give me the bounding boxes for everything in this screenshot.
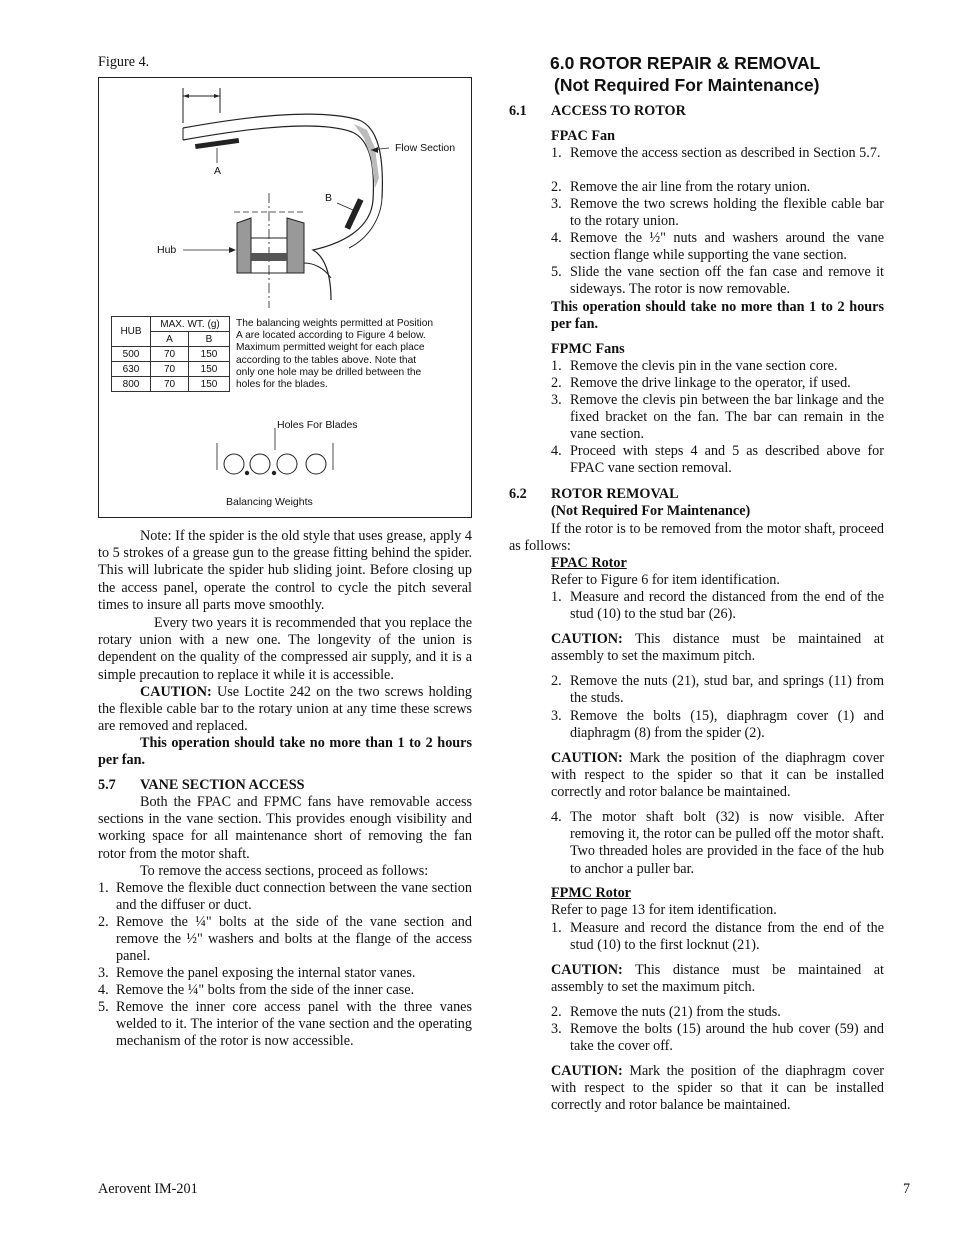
- figure-caption: Figure 4.: [98, 54, 150, 70]
- position-b-label: B: [325, 192, 333, 204]
- balancing-note: [236, 318, 462, 391]
- table-header-b: B: [189, 332, 230, 347]
- list-item-text: Remove the panel exposing the internal stator vanes.: [116, 965, 416, 981]
- max-weight-table: [111, 316, 230, 392]
- list-item-text: Remove the ¼" bolts from the side of the inner case.: [116, 982, 415, 998]
- table-row: [112, 362, 230, 377]
- note-line: holes for the blades.: [236, 379, 328, 391]
- caution-text: Mark the position of the diaphragm cover with respect to the spider so that it can be installed correctly and rotor balance be maintained.: [551, 1063, 884, 1114]
- list-item: 5. Remove the inner core access panel with the three vanes welded to it. The interior of the vane section and the operating mechanism of the rotor is now accessible.: [98, 999, 472, 1050]
- section-6-2-number: 6.2: [509, 486, 527, 502]
- list-item-text: Remove the access section as described in Section 5.7.: [570, 145, 881, 161]
- list-item: 2. Remove the air line from the rotary union.: [551, 179, 811, 195]
- section-6-2-intro: If the rotor is to be removed from the motor shaft, proceed as follows:: [509, 521, 884, 555]
- table-cell: 70: [151, 362, 189, 377]
- position-a-label: A: [214, 165, 222, 177]
- list-item-text: Remove the inner core access panel with the three vanes welded to it. The interior of the vane section and the operating mechanism of the rotor is now accessible.: [116, 999, 472, 1050]
- table-cell: 150: [189, 377, 230, 392]
- flow-section-label: Flow Section: [395, 142, 456, 154]
- list-item: 1. Remove the clevis pin in the vane section core.: [551, 358, 838, 374]
- list-item-text: Slide the vane section off the fan case and remove it sideways. The rotor is now removable.: [570, 264, 884, 298]
- table-cell: 70: [151, 377, 189, 392]
- list-item: 4. Remove the ¼" bolts from the side of the inner case.: [98, 982, 415, 998]
- table-cell: 150: [189, 362, 230, 377]
- list-item: 2. Remove the ¼" bolts at the side of the vane section and remove the ½" washers and bolts at the flange of the access panel.: [98, 914, 472, 965]
- page-number: 7: [903, 1181, 911, 1197]
- section-6-2-title: ROTOR REMOVAL: [551, 486, 679, 502]
- list-item: 2. Remove the nuts (21) from the studs.: [551, 1004, 781, 1020]
- table-header-max-wt: MAX. WT. (g): [151, 317, 230, 332]
- list-item-text: Remove the ½" nuts and washers around the vane section flange while supporting the vane section.: [570, 230, 884, 264]
- list-item-text: Proceed with steps 4 and 5 as described above for FPAC vane section removal.: [570, 443, 884, 477]
- table-row: [112, 347, 230, 362]
- table-header-a: A: [151, 332, 189, 347]
- caution-label: CAUTION:: [551, 962, 623, 978]
- list-item-text: Remove the two screws holding the flexible cable bar to the rotary union.: [570, 196, 884, 230]
- fpac-rotor-ref: Refer to Figure 6 for item identification.: [551, 572, 780, 588]
- list-item: 3. Remove the clevis pin between the bar linkage and the fixed bracket on the fan. The bar can remain in the vane section.: [551, 392, 884, 443]
- caution-pitch-1: [551, 631, 884, 665]
- holes-for-blades-label: Holes For Blades: [277, 419, 358, 431]
- caution-text: This distance must be maintained at assembly to set the maximum pitch.: [551, 962, 884, 996]
- section-6-1-number: 6.1: [509, 103, 527, 119]
- union-paragraph: Every two years it is recommended that you replace the rotary union with a new one. The longevity of the union is dependent on the quality of the compressed air supply, and it is a simple precaution to replace it while it is accessible.: [98, 615, 472, 683]
- list-item-text: Remove the nuts (21) from the studs.: [570, 1004, 781, 1020]
- fpac-rotor-heading: FPAC Rotor: [551, 555, 627, 571]
- table-cell: 630: [112, 362, 151, 377]
- caution-label: CAUTION:: [551, 1063, 623, 1079]
- section-5-7-title: VANE SECTION ACCESS: [140, 777, 305, 793]
- section-5-7-intro: Both the FPAC and FPMC fans have removable access sections in the vane section. This provides enough visibility and working space for all maintenance short of removing the fan rotor from the motor shaft.: [98, 794, 472, 862]
- section-6-title: 6.0 ROTOR REPAIR & REMOVAL: [550, 53, 821, 73]
- note-line: Maximum permitted weight for each place: [236, 342, 425, 354]
- list-item: 4. The motor shaft bolt (32) is now visible. After removing it, the rotor can be pulled off the motor shaft. Two threaded holes are provided in the face of the hub to anchor a puller bar.: [551, 809, 884, 877]
- list-item: 4. Proceed with steps 4 and 5 as described above for FPAC vane section removal.: [551, 443, 884, 477]
- list-item-text: Remove the flexible duct connection between the vane section and the diffuser or duct.: [116, 880, 472, 914]
- caution-text: This distance must be maintained at assembly to set the maximum pitch.: [551, 631, 884, 665]
- caution-label: CAUTION:: [140, 684, 212, 700]
- caution-label: CAUTION:: [551, 750, 623, 766]
- caution-label: CAUTION:: [551, 631, 623, 647]
- table-row: [112, 377, 230, 392]
- section-5-7-number: 5.7: [98, 777, 116, 793]
- fpac-fan-steps: [551, 145, 884, 298]
- list-item: 2. Remove the nuts (21), stud bar, and springs (11) from the studs.: [551, 673, 884, 707]
- caution-pitch-2: [551, 962, 884, 996]
- vane-access-steps: [98, 880, 472, 1051]
- fpmc-rotor-ref: Refer to page 13 for item identification.: [551, 902, 777, 918]
- list-item-text: Remove the drive linkage to the operator, if used.: [570, 375, 851, 391]
- list-item: 1. Measure and record the distanced from the end of the stud (10) to the stud bar (26).: [551, 589, 884, 623]
- table-header-hub: HUB: [112, 317, 151, 347]
- table-cell: 500: [112, 347, 151, 362]
- list-item-text: Remove the clevis pin between the bar linkage and the fixed bracket on the fan. The bar can remain in the vane section.: [570, 392, 884, 443]
- list-item: 1. Remove the flexible duct connection between the vane section and the diffuser or duct.: [98, 880, 472, 914]
- fpac-fan-heading: FPAC Fan: [551, 128, 615, 144]
- caution-text: Use Loctite 242 on the two screws holding the flexible cable bar to the rotary union at any time these screws are removed and replaced.: [98, 684, 472, 735]
- note-paragraph: Note: If the spider is the old style that uses grease, apply 4 to 5 strokes of a grease gun to the grease fitting behind the spider. This will lubricate the spider hub sliding joint. Before closing up the access panel, operate the control to cycle the pitch several times to insure all parts move smoothly.: [98, 528, 472, 613]
- fpmc-rotor-steps-2: [551, 1004, 884, 1055]
- note-line: A are located according to Figure 4 below.: [236, 330, 426, 342]
- table-cell: 800: [112, 377, 151, 392]
- fpmc-fans-heading: FPMC Fans: [551, 341, 625, 357]
- list-item: 4. Remove the ½" nuts and washers around the vane section flange while supporting the vane section.: [551, 230, 884, 264]
- note-line: The balancing weights permitted at Position: [236, 318, 434, 329]
- caution-mark-1: [551, 750, 884, 802]
- list-item-text: Remove the nuts (21), stud bar, and springs (11) from the studs.: [570, 673, 884, 707]
- list-item: 2. Remove the drive linkage to the operator, if used.: [551, 375, 851, 391]
- list-item: 3. Remove the panel exposing the internal stator vanes.: [98, 965, 416, 981]
- list-item-text: The motor shaft bolt (32) is now visible. After removing it, the rotor can be pulled off the motor shaft. Two threaded holes are provided in the face of the hub to anchor a puller bar.: [570, 809, 884, 877]
- list-item: 5. Slide the vane section off the fan case and remove it sideways. The rotor is now removable.: [551, 264, 884, 298]
- list-item-text: Remove the bolts (15) around the hub cover (59) and take the cover off.: [570, 1021, 884, 1055]
- time-note: This operation should take no more than 1 to 2 hours per fan.: [98, 735, 472, 769]
- list-item-text: Measure and record the distanced from the end of the stud (10) to the stud bar (26).: [570, 589, 884, 623]
- section-6-subtitle: (Not Required For Maintenance): [554, 75, 820, 95]
- list-item: 3. Remove the two screws holding the flexible cable bar to the rotary union.: [551, 196, 884, 230]
- list-item-text: Remove the bolts (15), diaphragm cover (1) and diaphragm (8) from the spider (2).: [570, 708, 884, 742]
- caution-mark-2: [551, 1063, 884, 1115]
- footer-document-id: Aerovent IM-201: [98, 1181, 198, 1197]
- table-cell: 70: [151, 347, 189, 362]
- caution-text: Mark the position of the diaphragm cover with respect to the spider so that it can be installed correctly and rotor balance be maintained.: [551, 750, 884, 801]
- list-item-text: Remove the ¼" bolts at the side of the vane section and remove the ½" washers and bolts at the flange of the access panel.: [116, 914, 472, 965]
- list-item-text: Remove the clevis pin in the vane section core.: [570, 358, 838, 374]
- list-item: 1. Remove the access section as described in Section 5.7.: [551, 145, 881, 161]
- list-item-text: Measure and record the distance from the end of the stud (10) to the first locknut (21).: [570, 920, 884, 954]
- list-item: 3. Remove the bolts (15) around the hub cover (59) and take the cover off.: [551, 1021, 884, 1055]
- list-item: 3. Remove the bolts (15), diaphragm cover (1) and diaphragm (8) from the spider (2).: [551, 708, 884, 742]
- section-6-1-title: ACCESS TO ROTOR: [551, 103, 686, 119]
- note-line: only one hole may be drilled between the: [236, 366, 422, 378]
- note-line: according to the tables above. Note that: [236, 354, 417, 366]
- balancing-weights-label: Balancing Weights: [226, 496, 313, 508]
- fpac-time-note: This operation should take no more than 1 to 2 hours per fan.: [551, 299, 884, 333]
- section-5-7-proceed: To remove the access sections, proceed as follows:: [140, 863, 429, 879]
- section-6-2-subtitle: (Not Required For Maintenance): [551, 503, 751, 519]
- fpac-rotor-steps-2: [551, 673, 884, 742]
- list-item: 1. Measure and record the distance from the end of the stud (10) to the first locknut (21).: [551, 920, 884, 954]
- hub-label: Hub: [157, 244, 177, 256]
- figure-4: [98, 77, 472, 518]
- list-item-text: Remove the air line from the rotary union.: [570, 179, 811, 195]
- fpmc-fans-steps: [551, 358, 884, 477]
- table-cell: 150: [189, 347, 230, 362]
- fpmc-rotor-heading: FPMC Rotor: [551, 885, 631, 901]
- caution-paragraph: [98, 684, 472, 736]
